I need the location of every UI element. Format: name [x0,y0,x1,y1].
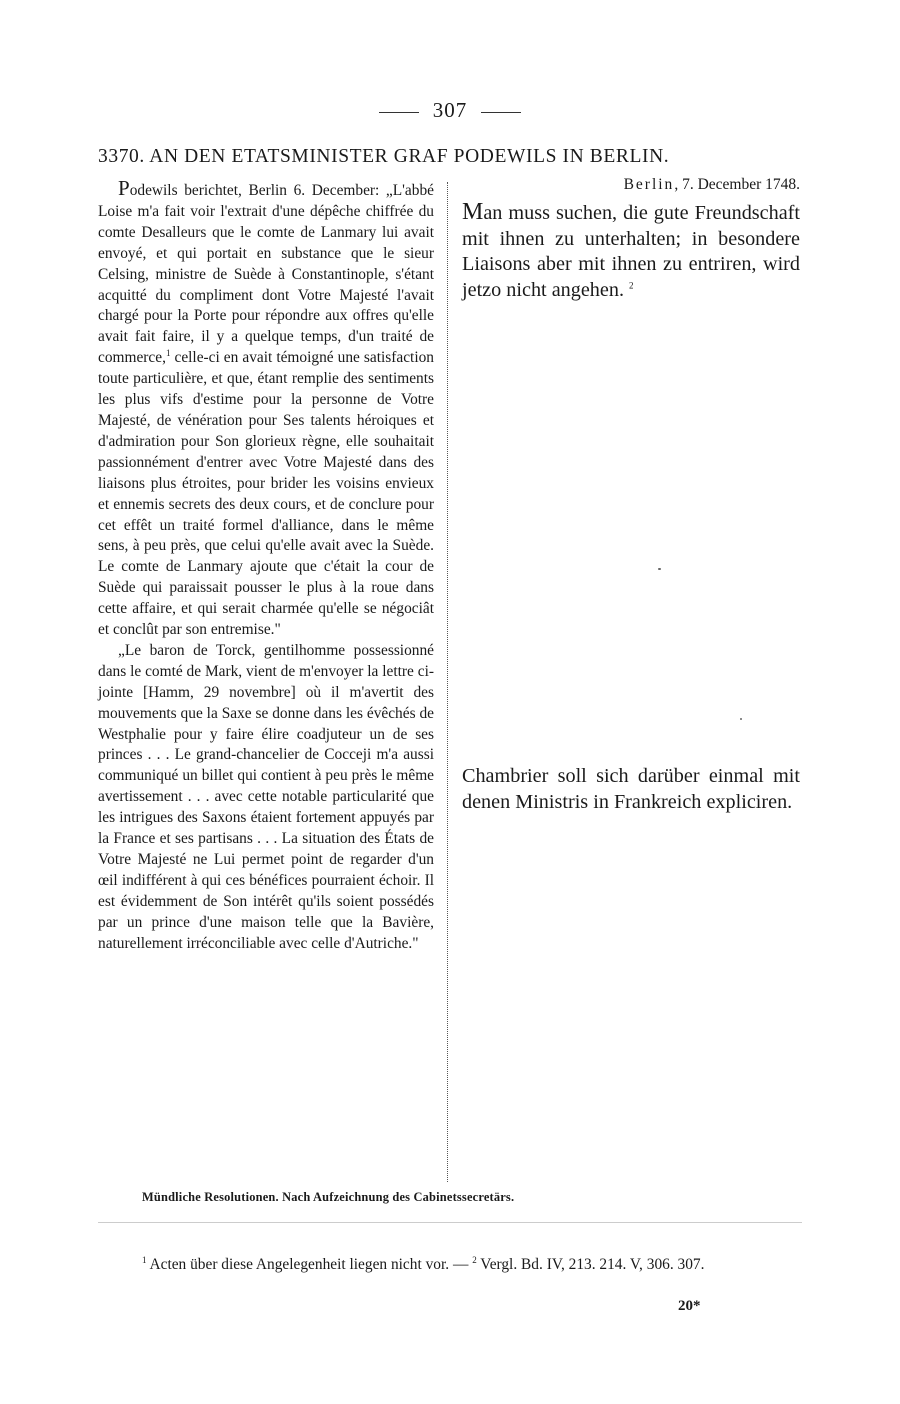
footnote-rule [98,1222,802,1223]
document-heading: 3370. AN DEN ETATSMINISTER GRAF PODEWILS IN BERLIN. [98,146,670,167]
report-paragraph-1 [98,178,434,641]
report-column [98,178,434,955]
footnotes [98,1254,800,1275]
resolution-note: Mündliche Resolutionen. Nach Aufzeichnung des Cabinetssecretärs. [142,1190,515,1204]
page-number: 307 [432,98,468,122]
footnote-marker-1: 1 [165,348,171,359]
reply-initial: M [462,199,484,225]
rule-dash-right [481,112,521,113]
footnote-2-marker: 2 [472,1254,477,1265]
footnote-1-text: Acten über diese Angelegenheit liegen nicht vor. — [149,1256,469,1273]
reply-place: Berlin [623,176,675,193]
footnote-2-text: Vergl. Bd. IV, 213. 214. V, 306. 307. [480,1256,705,1273]
report-paragraph-1-rest: celle-ci en avait témoigné une satisfaction toute particulière, et que, étant remplie des sentiments les plus vifs d'estime pour la personne de Votre Majesté, de vénération pour Ses talents héroiques et d'admiration pour Son glorieux règne, elle souhaitait passionnément d'entrer avec Votre Majesté dans des liaisons plus étroites, pour brider les voisins envieux et ennemis secrets des deux cours, et de conclure pour cet effêt un traité formel d'alliance, dans le même sens, à peu près, que celui qu'elle avait avec la Suède. Le comte de Lanmary ajoute que c'était la cour de Suède qui paraissait pousser le plus à la roue dans cette affaire, et qui serait charmée qu'elle se négociât et conclût par son entremise." [98,349,434,639]
reply-block-1 [462,200,800,303]
ink-speck [740,718,742,720]
page-number-line [0,98,900,123]
footnote-line [98,1254,800,1275]
report-paragraph-2: „Le baron de Torck, gentilhomme possessionné dans le comté de Mark, vient de m'envoyer la lettre ci-jointe [Hamm, 29 novembre] où il m'avertit des mouvements que la Saxe se donne dans les évêchés de Westphalie pour y faire élire coadjuteur un de ses princes . . . Le grand-chancelier de Cocceji m'a aussi communiqué un billet qui contient à peu près le même avertissement . . . avec cette notable particularité que les intrigues des Saxons étaient fortement appuyés par la France et ses partisans . . . La situation des États de Votre Majesté ne Lui permet point de regarder d'un œil indifférent à qui ces bénéfices pourraient échoir. Il est évidemment de Son intérêt qu'ils soient possédés par un prince d'une maison telle que la Bavière, naturellement irréconciliable avec celle d'Autriche." [98,641,434,952]
drop-letter: P [118,176,130,200]
rule-dash-left [379,112,419,113]
reply-block-2: Chambrier soll sich darüber einmal mit denen Ministris in Frankreich expliciren. [462,765,800,813]
reply-date: , 7. December 1748. [674,176,800,193]
signature-mark: 20* [678,1298,701,1314]
footnote-1-marker: 1 [142,1254,147,1265]
ink-speck [658,568,661,570]
report-paragraph-1-text: odewils berichtet, Berlin 6. December: „L'abbé Loise m'a fait voir l'extrait d'une dépêche chiffrée du comte Desalleurs que le comte de Lanmary lui avait envoyé, et qui portait en substance que le sieur Celsing, ministre de Suède à Constantinople, s'étant acquitté du compliment dont Votre Majesté l'avait chargé pour la Porte pour répondre aux offres qu'elle avait fait faire, il y a quelque temps, d'un traité de commerce, [98,182,434,367]
reply-dateline [462,176,800,194]
column-divider [447,182,448,1182]
footnote-marker-2: 2 [629,280,634,291]
reply-block-1-text: an muss suchen, die gute Freundschaft mit ihnen zu unterhalten; in besondere Liaisons aber mit ihnen zu entriren, wird jetzo nicht angehen. [462,202,800,301]
